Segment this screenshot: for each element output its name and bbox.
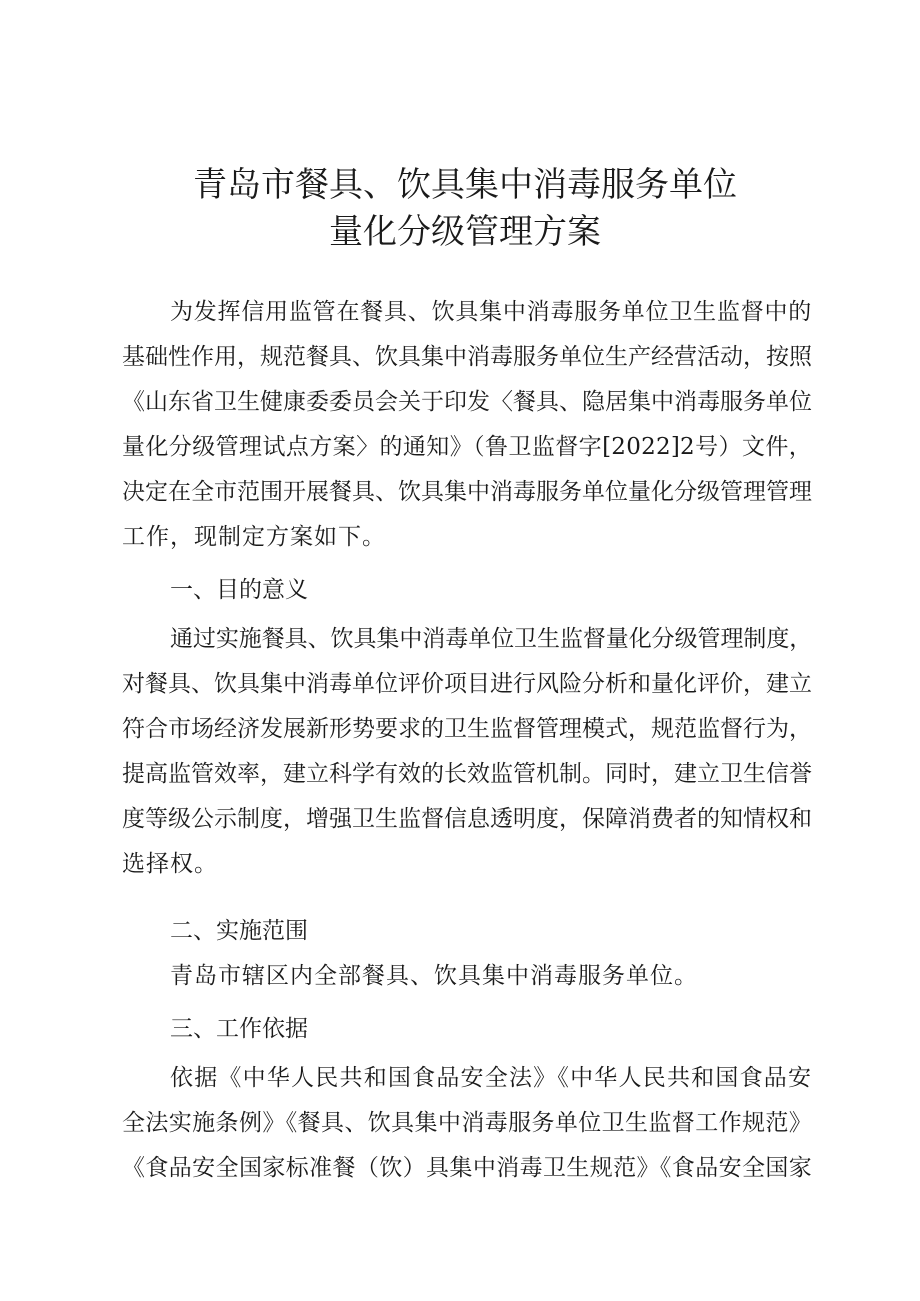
purpose-line-2: 对餐具、饮具集中消毒单位评价项目进行风险分析和量化评价，建立 [122, 671, 812, 697]
section-scope-paragraph [122, 954, 812, 999]
purpose-line-5: 度等级公示制度，增强卫生监督信息透明度，保障消费者的知情权和 [122, 806, 812, 832]
purpose-line-6: 选择权。 [122, 851, 218, 877]
intro-line-5: 决定在全市范围开展餐具、饮具集中消毒服务单位量化分级管理管理 [122, 479, 812, 505]
intro-paragraph [122, 290, 812, 560]
purpose-line-4: 提高监管效率，建立科学有效的长效监管机制。同时，建立卫生信誉 [122, 761, 812, 787]
section-purpose-paragraph [122, 617, 812, 887]
scope-line-1: 青岛市辖区内全部餐具、饮具集中消毒服务单位。 [170, 963, 698, 989]
purpose-line-1: 通过实施餐具、饮具集中消毒单位卫生监督量化分级管理制度， [170, 626, 812, 652]
section-basis-paragraph [122, 1056, 812, 1191]
purpose-line-3: 符合市场经济发展新形势要求的卫生监督管理模式，规范监督行为， [122, 716, 812, 742]
section-heading-basis: 三、工作依据 [170, 1016, 308, 1042]
basis-line-3: 《食品安全国家标准餐（饮）具集中消毒卫生规范》《食品安全国家 [122, 1155, 812, 1181]
section-heading-purpose: 一、目的意义 [170, 577, 308, 603]
basis-line-1: 依据《中华人民共和国食品安全法》《中华人民共和国食品安 [170, 1065, 812, 1091]
document-title-line-2: 量化分级管理方案 [329, 212, 601, 252]
document-body [122, 290, 812, 1191]
section-heading-scope: 二、实施范围 [170, 918, 308, 944]
basis-line-2: 全法实施条例》《餐具、饮具集中消毒服务单位卫生监督工作规范》 [122, 1110, 812, 1136]
intro-line-4: 量化分级管理试点方案〉的通知》（鲁卫监督字[2022]2号）文件， [122, 434, 812, 460]
intro-line-6: 工作，现制定方案如下。 [122, 524, 386, 550]
document-title-line-1: 青岛市餐具、饮具集中消毒服务单位 [193, 165, 737, 205]
intro-line-1: 为发挥信用监管在餐具、饮具集中消毒服务单位卫生监督中的 [170, 299, 812, 325]
intro-line-3: 《山东省卫生健康委委员会关于印发〈餐具、隐居集中消毒服务单位 [122, 389, 812, 415]
intro-line-2: 基础性作用，规范餐具、饮具集中消毒服务单位生产经营活动，按照 [122, 344, 812, 370]
